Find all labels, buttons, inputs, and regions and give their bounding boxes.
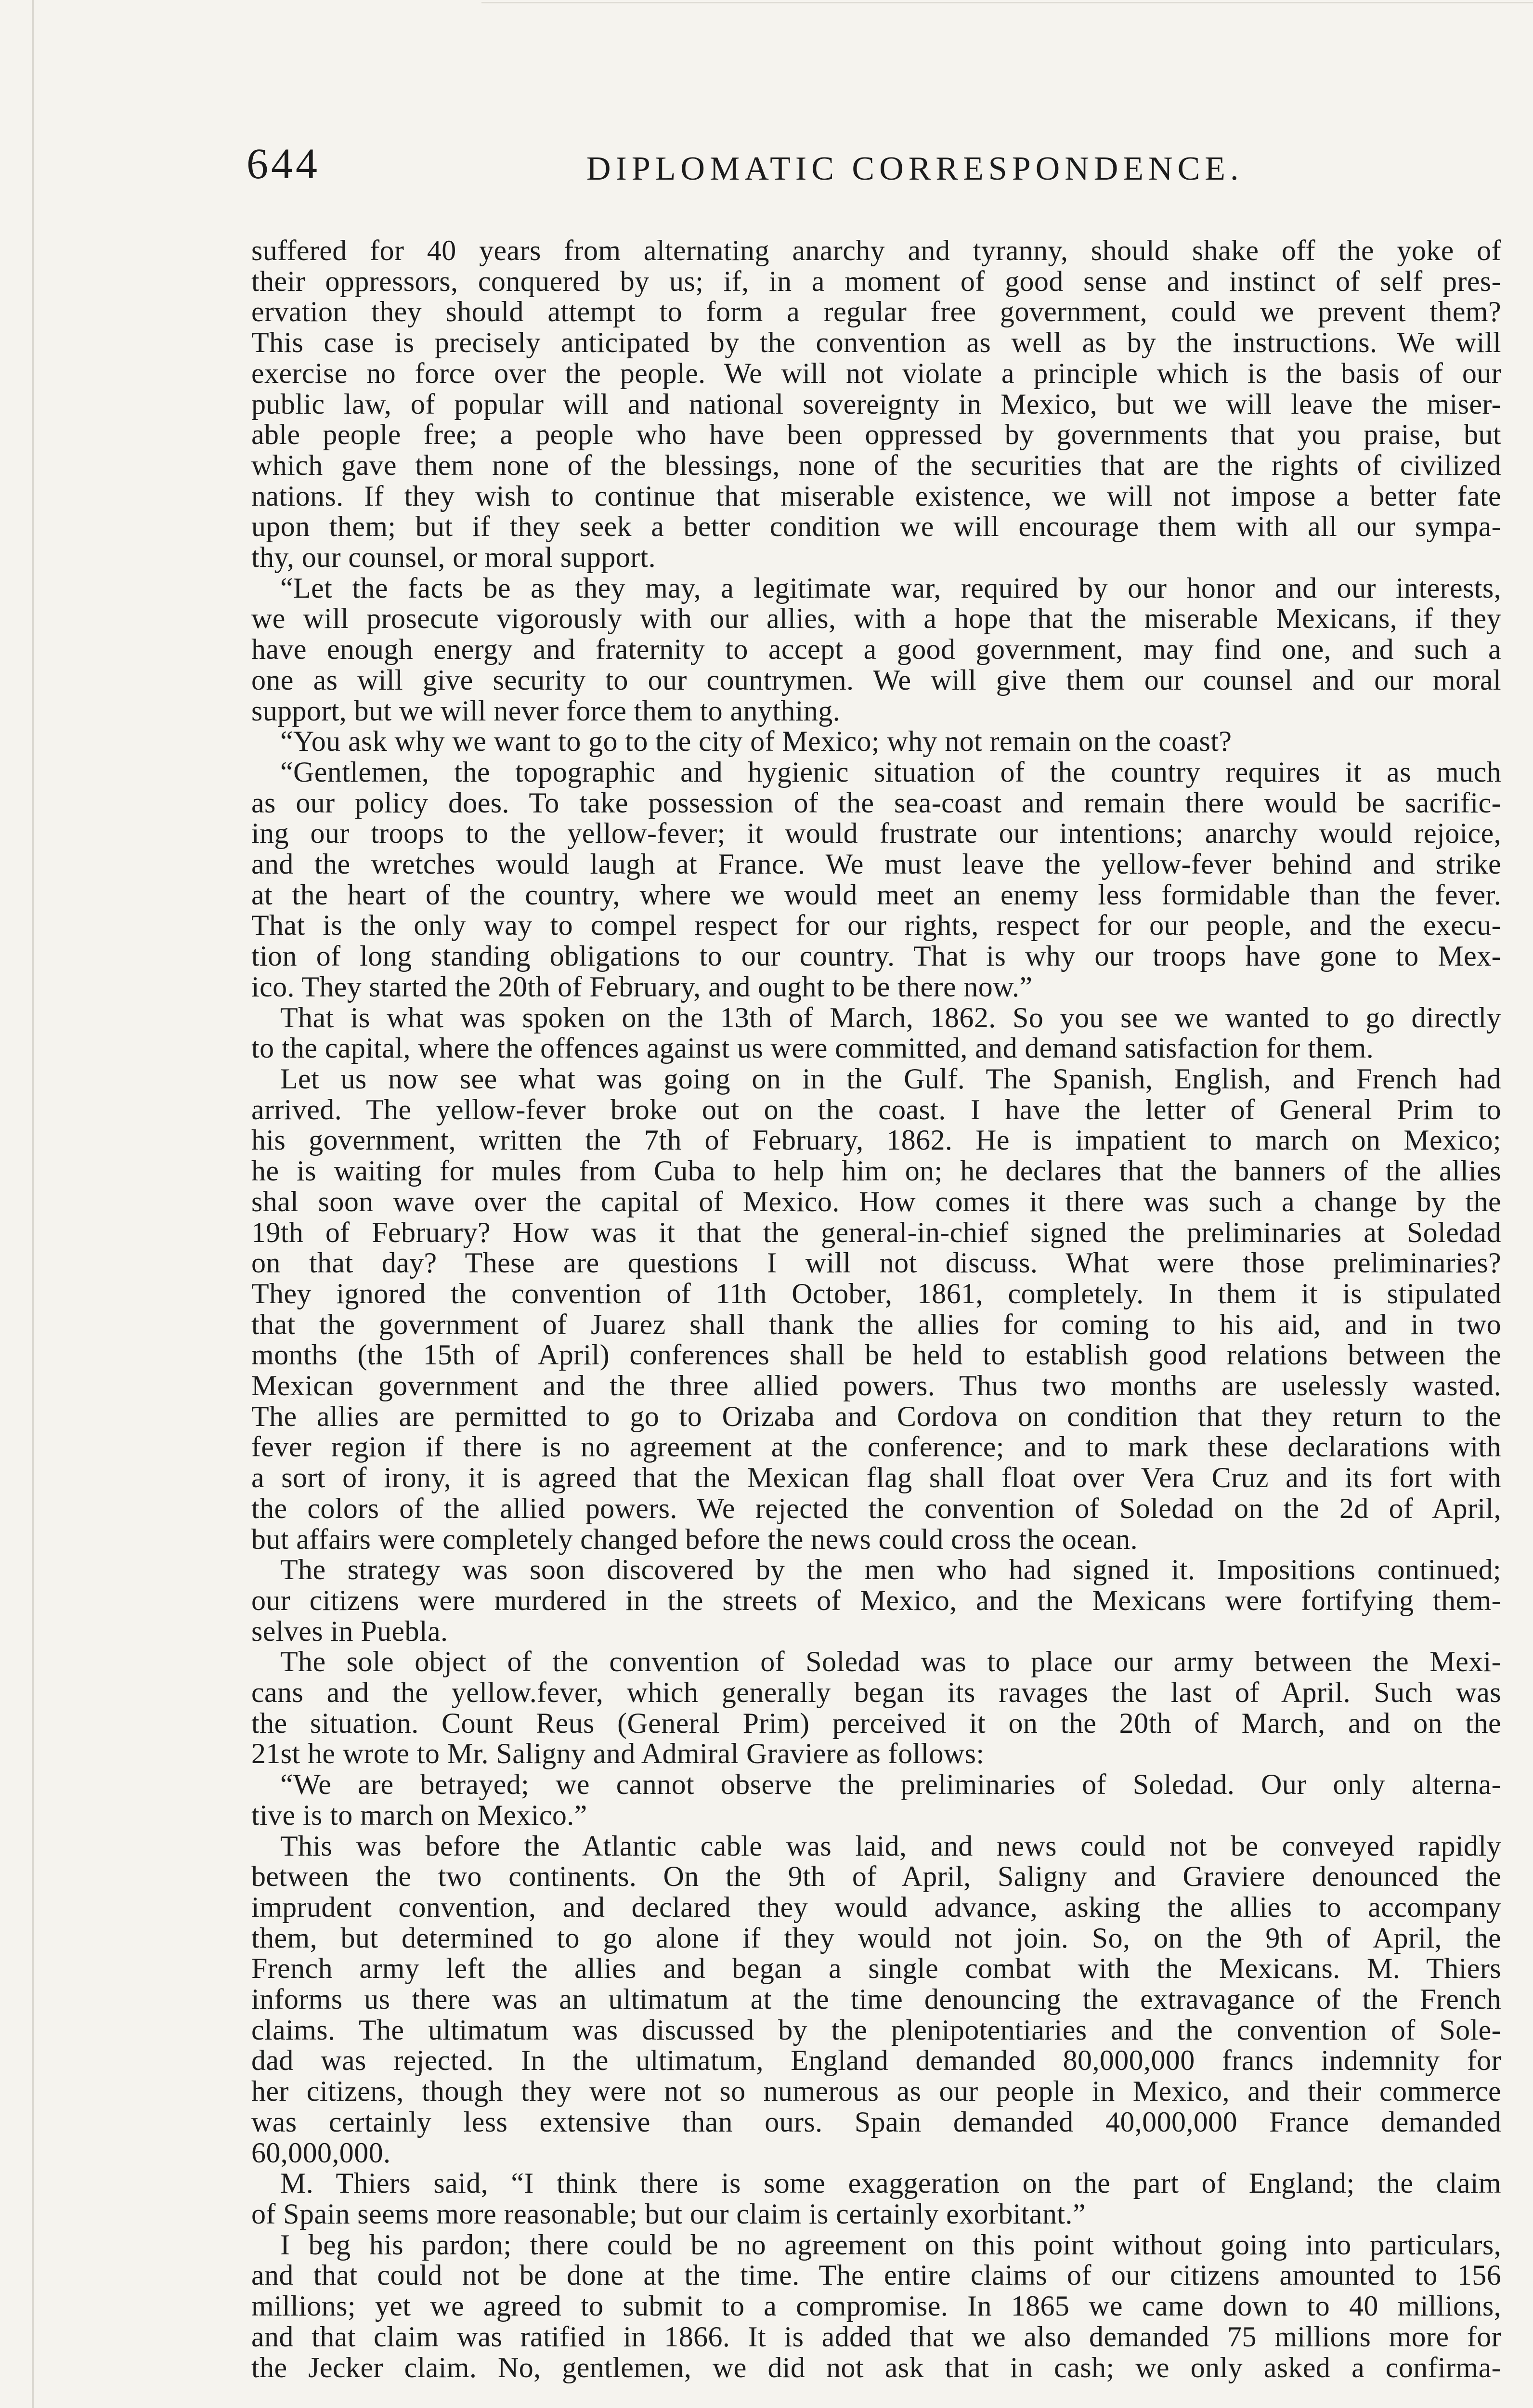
paragraph [251, 1555, 1501, 1647]
text-line: I beg his pardon; there could be no agreement on this point without going into particulars, [280, 2228, 1501, 2261]
paragraph [251, 1647, 1501, 1769]
paragraph [251, 1769, 1501, 1831]
scan-edge-left [32, 0, 34, 2408]
text-line: of Spain seems more reasonable; but our claim is certainly exorbitant.” [251, 2198, 1086, 2230]
text-line: They ignored the convention of 11th October, 1861, completely. In them it is stipulated [251, 1277, 1501, 1309]
scan-edge-top [481, 2, 1533, 3]
paragraph [251, 236, 1501, 573]
paragraph [251, 2168, 1501, 2229]
page-body [251, 236, 1501, 2383]
text-line: exercise no force over the people. We will not violate a principle which is the basis of our [251, 357, 1501, 389]
text-line: he is waiting for mules from Cuba to help him on; he declares that the banners of the allies [251, 1155, 1501, 1187]
running-title: DIPLOMATIC CORRESPONDENCE. [586, 150, 1244, 187]
text-line: M. Thiers said, “I think there is some exaggeration on the part of England; the claim [280, 2167, 1501, 2199]
text-line: have enough energy and fraternity to accept a good government, may find one, and such a [251, 633, 1501, 666]
text-line: That is the only way to compel respect for our rights, respect for our people, and the execu- [251, 909, 1501, 942]
text-line: ervation they should attempt to form a regular free government, could we prevent them? [251, 296, 1501, 328]
text-line: Let us now see what was going on in the Gulf. The Spanish, English, and French had [280, 1062, 1501, 1095]
text-line: his government, written the 7th of February, 1862. He is impatient to march on Mexico; [251, 1124, 1501, 1156]
text-line: their oppressors, conquered by us; if, in a moment of good sense and instinct of self pres- [251, 265, 1501, 297]
text-line: claims. The ultimatum was discussed by the plenipotentiaries and the convention of Sole- [251, 2014, 1501, 2046]
text-line: was certainly less extensive than ours. Spain demanded 40,000,000 France demanded [251, 2106, 1501, 2138]
text-line: tive is to march on Mexico.” [251, 1799, 587, 1831]
text-line: support, but we will never force them to anything. [251, 694, 841, 727]
text-line: we will prosecute vigorously with our allies, with a hope that the miserable Mexicans, if they [251, 602, 1501, 635]
text-line: dad was rejected. In the ultimatum, England demanded 80,000,000 francs indemnity for [251, 2044, 1501, 2077]
text-line: The allies are permitted to go to Orizaba and Cordova on condition that they return to the [251, 1400, 1501, 1432]
text-line: upon them; but if they seek a better condition we will encourage them with all our sympa- [251, 510, 1501, 543]
text-line: months (the 15th of April) conferences shall be held to establish good relations between the [251, 1339, 1501, 1371]
text-line: her citizens, though they were not so numerous as our people in Mexico, and their commerce [251, 2075, 1501, 2107]
text-line: 19th of February? How was it that the general-in-chief signed the preliminaries at Soledad [251, 1216, 1501, 1248]
text-line: “We are betrayed; we cannot observe the preliminaries of Soledad. Our only alterna- [280, 1768, 1501, 1801]
text-line: to the capital, where the offences against us were committed, and demand satisfaction for them. [251, 1032, 1374, 1064]
text-line: 21st he wrote to Mr. Saligny and Admiral Graviere as follows: [251, 1738, 985, 1770]
text-line: This case is precisely anticipated by the convention as well as by the instructions. We will [251, 327, 1501, 359]
text-line: The sole object of the convention of Soledad was to place our army between the Mexi- [280, 1646, 1501, 1678]
text-line: thy, our counsel, or moral support. [251, 541, 656, 574]
text-line: but affairs were completely changed before the news could cross the ocean. [251, 1523, 1138, 1555]
paragraph [251, 1064, 1501, 1555]
text-line: The strategy was soon discovered by the men who had signed it. Impositions continued; [280, 1554, 1501, 1586]
text-line: imprudent convention, and declared they would advance, asking the allies to accompany [251, 1891, 1501, 1923]
text-line: that the government of Juarez shall thank the allies for coming to his aid, and in two [251, 1308, 1501, 1340]
text-line: the colors of the allied powers. We rejected the convention of Soledad on the 2d of April, [251, 1492, 1501, 1524]
text-line: a sort of irony, it is agreed that the Mexican flag shall float over Vera Cruz and its fort with [251, 1462, 1501, 1494]
page-number: 644 [247, 140, 320, 188]
text-line: informs us there was an ultimatum at the time denouncing the extravagance of the French [251, 1983, 1501, 2015]
text-line: the Jecker claim. No, gentlemen, we did not ask that in cash; we only asked a confirma- [251, 2351, 1501, 2383]
text-line: at the heart of the country, where we would meet an enemy less formidable than the fever. [251, 878, 1501, 911]
text-line: “You ask why we want to go to the city of Mexico; why not remain on the coast? [280, 725, 1232, 758]
text-line: and that could not be done at the time. The entire claims of our citizens amounted to 156 [251, 2259, 1501, 2291]
text-line: French army left the allies and began a single combat with the Mexicans. M. Thiers [251, 1952, 1501, 1985]
text-line: between the two continents. On the 9th of April, Saligny and Graviere denounced the [251, 1860, 1501, 1893]
text-line: nations. If they wish to continue that miserable existence, we will not impose a better fate [251, 480, 1501, 512]
text-line: 60,000,000. [251, 2136, 391, 2169]
text-line: That is what was spoken on the 13th of March, 1862. So you see we wanted to go directly [280, 1001, 1501, 1034]
text-line: This was before the Atlantic cable was laid, and news could not be conveyed rapidly [280, 1830, 1501, 1862]
text-line: Mexican government and the three allied powers. Thus two months are uselessly wasted. [251, 1370, 1501, 1402]
text-line: which gave them none of the blessings, none of the securities that are the rights of civilized [251, 449, 1501, 481]
paragraph [251, 573, 1501, 727]
text-line: tion of long standing obligations to our country. That is why our troops have gone to Mex- [251, 940, 1501, 972]
paragraph [251, 1831, 1501, 2169]
paragraph [251, 757, 1501, 1003]
text-line: suffered for 40 years from alternating anarchy and tyranny, should shake off the yoke of [251, 235, 1501, 266]
text-line: the situation. Count Reus (General Prim) perceived it on the 20th of March, and on the [251, 1707, 1501, 1739]
text-line: able people free; a people who have been oppressed by governments that you praise, but [251, 419, 1501, 451]
text-line: our citizens were murdered in the streets of Mexico, and the Mexicans were fortifying them- [251, 1584, 1501, 1616]
text-line: and the wretches would laugh at France. We must leave the yellow-fever behind and strike [251, 848, 1501, 880]
text-line: arrived. The yellow-fever broke out on the coast. I have the letter of General Prim to [251, 1093, 1501, 1125]
text-line: “Let the facts be as they may, a legitimate war, required by our honor and our interests, [280, 572, 1501, 604]
text-line: on that day? These are questions I will not discuss. What were those preliminaries? [251, 1247, 1501, 1279]
text-line: cans and the yellow.fever, which generally began its ravages the last of April. Such was [251, 1676, 1501, 1709]
text-line: them, but determined to go alone if they would not join. So, on the 9th of April, the [251, 1922, 1501, 1954]
paragraph [251, 2230, 1501, 2383]
text-line: fever region if there is no agreement at the conference; and to mark these declarations with [251, 1431, 1501, 1463]
paragraph [251, 726, 1501, 757]
text-line: ico. They started the 20th of February, and ought to be there now.” [251, 970, 1033, 1003]
text-line: as our policy does. To take possession of the sea-coast and remain there would be sacrific- [251, 786, 1501, 819]
text-line: shal soon wave over the capital of Mexico. How comes it there was such a change by the [251, 1185, 1501, 1217]
text-line: “Gentlemen, the topographic and hygienic situation of the country requires it as much [280, 756, 1501, 788]
text-line: ing our troops to the yellow-fever; it would frustrate our intentions; anarchy would rejoice, [251, 817, 1501, 850]
paragraph [251, 1003, 1501, 1064]
text-line: one as will give security to our countrymen. We will give them our counsel and our moral [251, 664, 1501, 696]
text-line: and that claim was ratified in 1866. It is added that we also demanded 75 millions more for [251, 2320, 1501, 2353]
text-line: millions; yet we agreed to submit to a compromise. In 1865 we came down to 40 millions, [251, 2290, 1501, 2322]
text-line: public law, of popular will and national sovereignty in Mexico, but we will leave the miser- [251, 388, 1501, 420]
text-line: selves in Puebla. [251, 1615, 448, 1647]
